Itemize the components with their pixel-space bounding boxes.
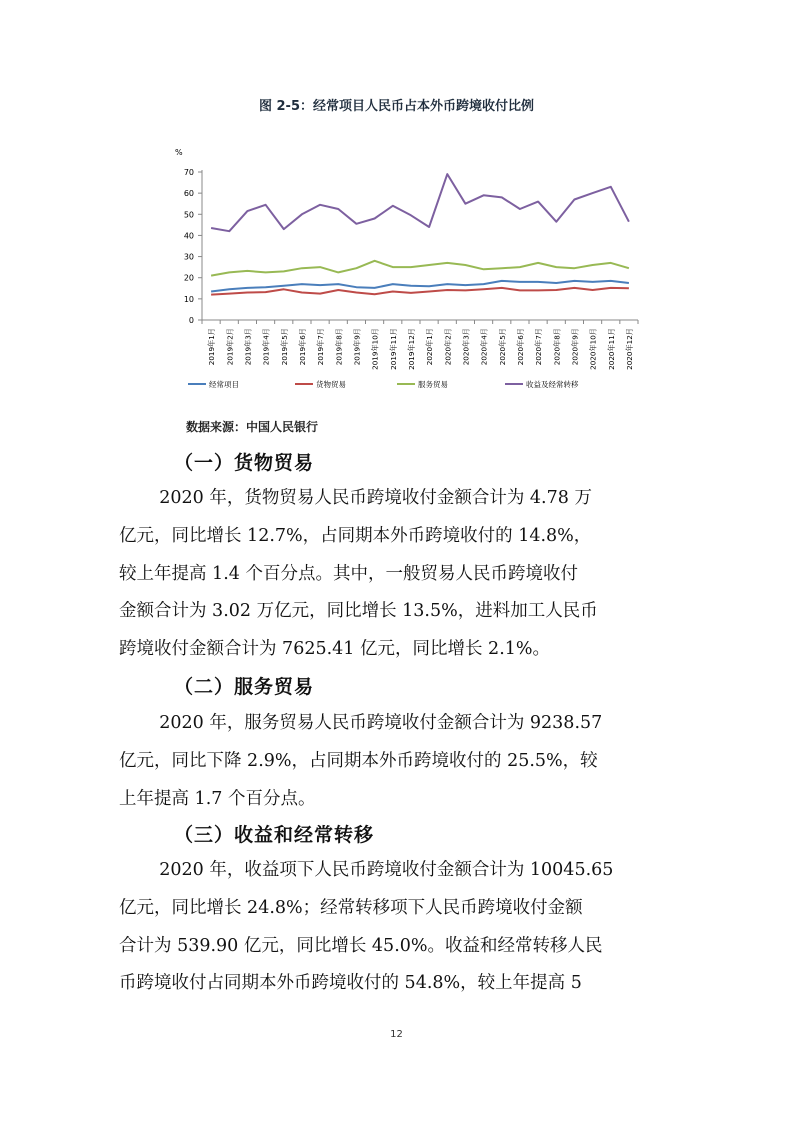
series-line-3 [211, 174, 629, 231]
x-tick-label: 2019年5月 [279, 328, 289, 366]
x-tick-label: 2019年7月 [316, 328, 326, 366]
x-tick-label: 2019年10月 [370, 328, 380, 370]
paragraph-line: 币跨境收付占同期本外币跨境收付的 54.8%，较上年提高 5 [119, 973, 582, 994]
section-heading-income-transfer: （三）收益和经常转移 [174, 824, 375, 846]
x-tick-label: 2020年3月 [461, 328, 471, 366]
x-tick-label: 2019年6月 [297, 328, 307, 366]
x-tick-label: 2019年1月 [207, 328, 217, 366]
paragraph-line: 金额合计为 3.02 万亿元，同比增长 13.5%，进料加工人民币 [119, 601, 598, 622]
x-tick-label: 2020年2月 [443, 328, 453, 366]
series-line-2 [211, 261, 629, 276]
series-line-1 [211, 288, 629, 295]
page-number: 12 [390, 1029, 403, 1040]
paragraph-line: 亿元，同比增长 12.7%，占同期本外币跨境收付的 14.8%， [119, 525, 592, 546]
section-paragraph-income-transfer [119, 852, 679, 1003]
paragraph-line: 2020 年，货物贸易人民币跨境收付金额合计为 4.78 万 [159, 488, 592, 508]
x-tick-label: 2020年10月 [588, 328, 598, 370]
x-tick-label: 2019年12月 [406, 328, 416, 370]
section-paragraph-service-trade [119, 705, 679, 818]
figure-source: 数据来源：中国人民银行 [186, 420, 319, 434]
x-tick-label: 2019年4月 [261, 328, 271, 366]
y-tick-label: 0 [188, 316, 194, 325]
paragraph-line: 合计为 539.90 亿元，同比增长 45.0%。收益和经常转移人民 [119, 935, 603, 956]
x-tick-label: 2020年1月 [425, 328, 435, 366]
paragraph-line: 上年提高 1.7 个百分点。 [119, 788, 316, 809]
paragraph-line: 跨境收付金额合计为 7625.41 亿元，同比增长 2.1%。 [119, 639, 551, 660]
paragraph-line: 2020 年，收益项下人民币跨境收付金额合计为 10045.65 [159, 860, 614, 880]
y-tick-label: 70 [183, 168, 194, 177]
legend-label-2: 服务贸易 [418, 380, 448, 389]
section-heading-service-trade: （二）服务贸易 [174, 676, 315, 698]
x-tick-label: 2019年3月 [243, 328, 253, 366]
y-tick-label: 10 [183, 294, 194, 304]
x-tick-label: 2020年7月 [534, 328, 544, 366]
paragraph-line: 2020 年，服务贸易人民币跨境收付金额合计为 9238.57 [159, 713, 603, 733]
paragraph-line: 亿元，同比增长 24.8%；经常转移项下人民币跨境收付金额 [119, 897, 583, 918]
section-paragraph-goods-trade [119, 480, 679, 669]
y-tick-label: 50 [183, 210, 194, 220]
x-tick-label: 2020年8月 [552, 328, 562, 366]
y-tick-label: 60 [183, 189, 194, 199]
legend-label-1: 货物贸易 [316, 380, 346, 389]
paragraph-line: 亿元，同比下降 2.9%，占同期本外币跨境收付的 25.5%，较 [119, 750, 598, 771]
x-tick-label: 2020年9月 [570, 328, 580, 366]
x-tick-label: 2020年4月 [479, 328, 489, 366]
y-axis-unit-label: % [175, 148, 183, 157]
x-tick-label: 2020年5月 [497, 328, 507, 366]
x-tick-label: 2019年11月 [388, 328, 398, 370]
x-tick-label: 2020年11月 [606, 328, 616, 370]
y-tick-label: 30 [183, 252, 194, 262]
x-tick-label: 2020年6月 [515, 328, 525, 366]
y-tick-label: 40 [183, 231, 194, 241]
x-tick-label: 2019年9月 [352, 328, 362, 366]
legend-label-3: 收益及经常转移 [526, 380, 579, 389]
x-tick-label: 2019年2月 [225, 328, 235, 366]
figure-title: 图 2-5：经常项目人民币占本外币跨境收付比例 [258, 99, 534, 114]
y-tick-label: 20 [183, 273, 194, 283]
x-tick-label: 2019年8月 [334, 328, 344, 366]
section-heading-goods-trade: （一）货物贸易 [174, 452, 315, 474]
line-chart [160, 140, 650, 400]
paragraph-line: 较上年提高 1.4 个百分点。其中，一般贸易人民币跨境收付 [119, 563, 578, 584]
legend-label-0: 经常项目 [209, 380, 239, 389]
x-tick-label: 2020年12月 [624, 327, 634, 370]
